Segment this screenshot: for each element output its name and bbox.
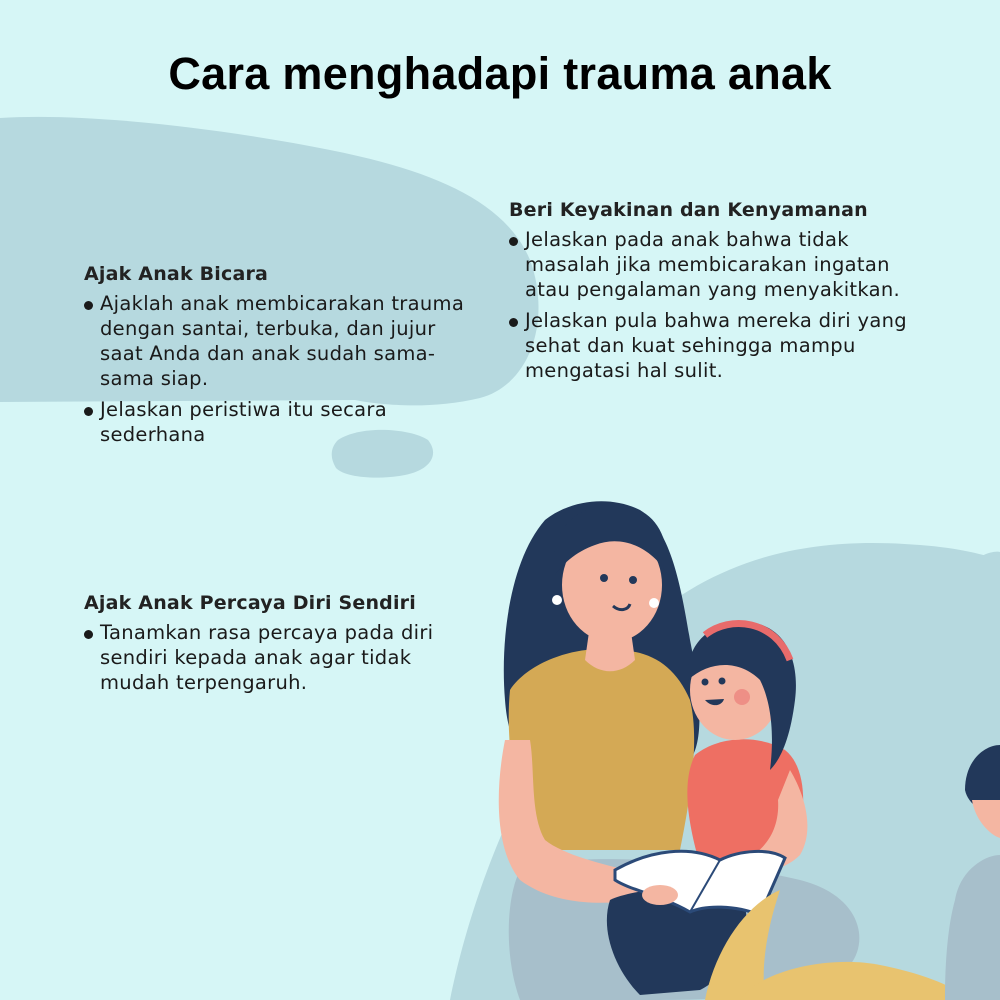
mother-earring-left <box>552 595 562 605</box>
child-eye-left <box>702 679 709 686</box>
mother-eye-left <box>600 574 608 582</box>
list-item: Jelaskan pula bahwa mereka diri yang sehat dan kuat sehingga mampu mengatasi hal sulit. <box>509 308 939 383</box>
section-heading: Beri Keyakinan dan Kenyamanan <box>509 199 868 221</box>
list-item: Jelaskan peristiwa itu secara sederhana <box>84 397 484 447</box>
page-title: Cara menghadapi trauma anak <box>168 48 832 99</box>
section-heading: Ajak Anak Bicara <box>84 263 269 285</box>
mother-earring-right <box>649 598 659 608</box>
list-item: Tanamkan rasa percaya pada diri sendiri kepada anak agar tidak mudah terpengaruh. <box>84 620 484 695</box>
mother-hand <box>642 885 678 905</box>
list-item: Jelaskan pada anak bahwa tidak masalah jika membicarakan ingatan atau pengalaman yang menyakitkan. <box>509 227 939 302</box>
child-eye-right <box>719 678 726 685</box>
child-cheek <box>734 689 750 705</box>
right-figure-body <box>945 855 1000 1000</box>
section-heading: Ajak Anak Percaya Diri Sendiri <box>84 592 416 614</box>
right-figure-face <box>972 800 1000 838</box>
mother-eye-right <box>629 576 637 584</box>
list-item: Ajaklah anak membicarakan trauma dengan santai, terbuka, dan jujur saat Anda dan anak sudah sama-sama siap. <box>84 291 484 391</box>
